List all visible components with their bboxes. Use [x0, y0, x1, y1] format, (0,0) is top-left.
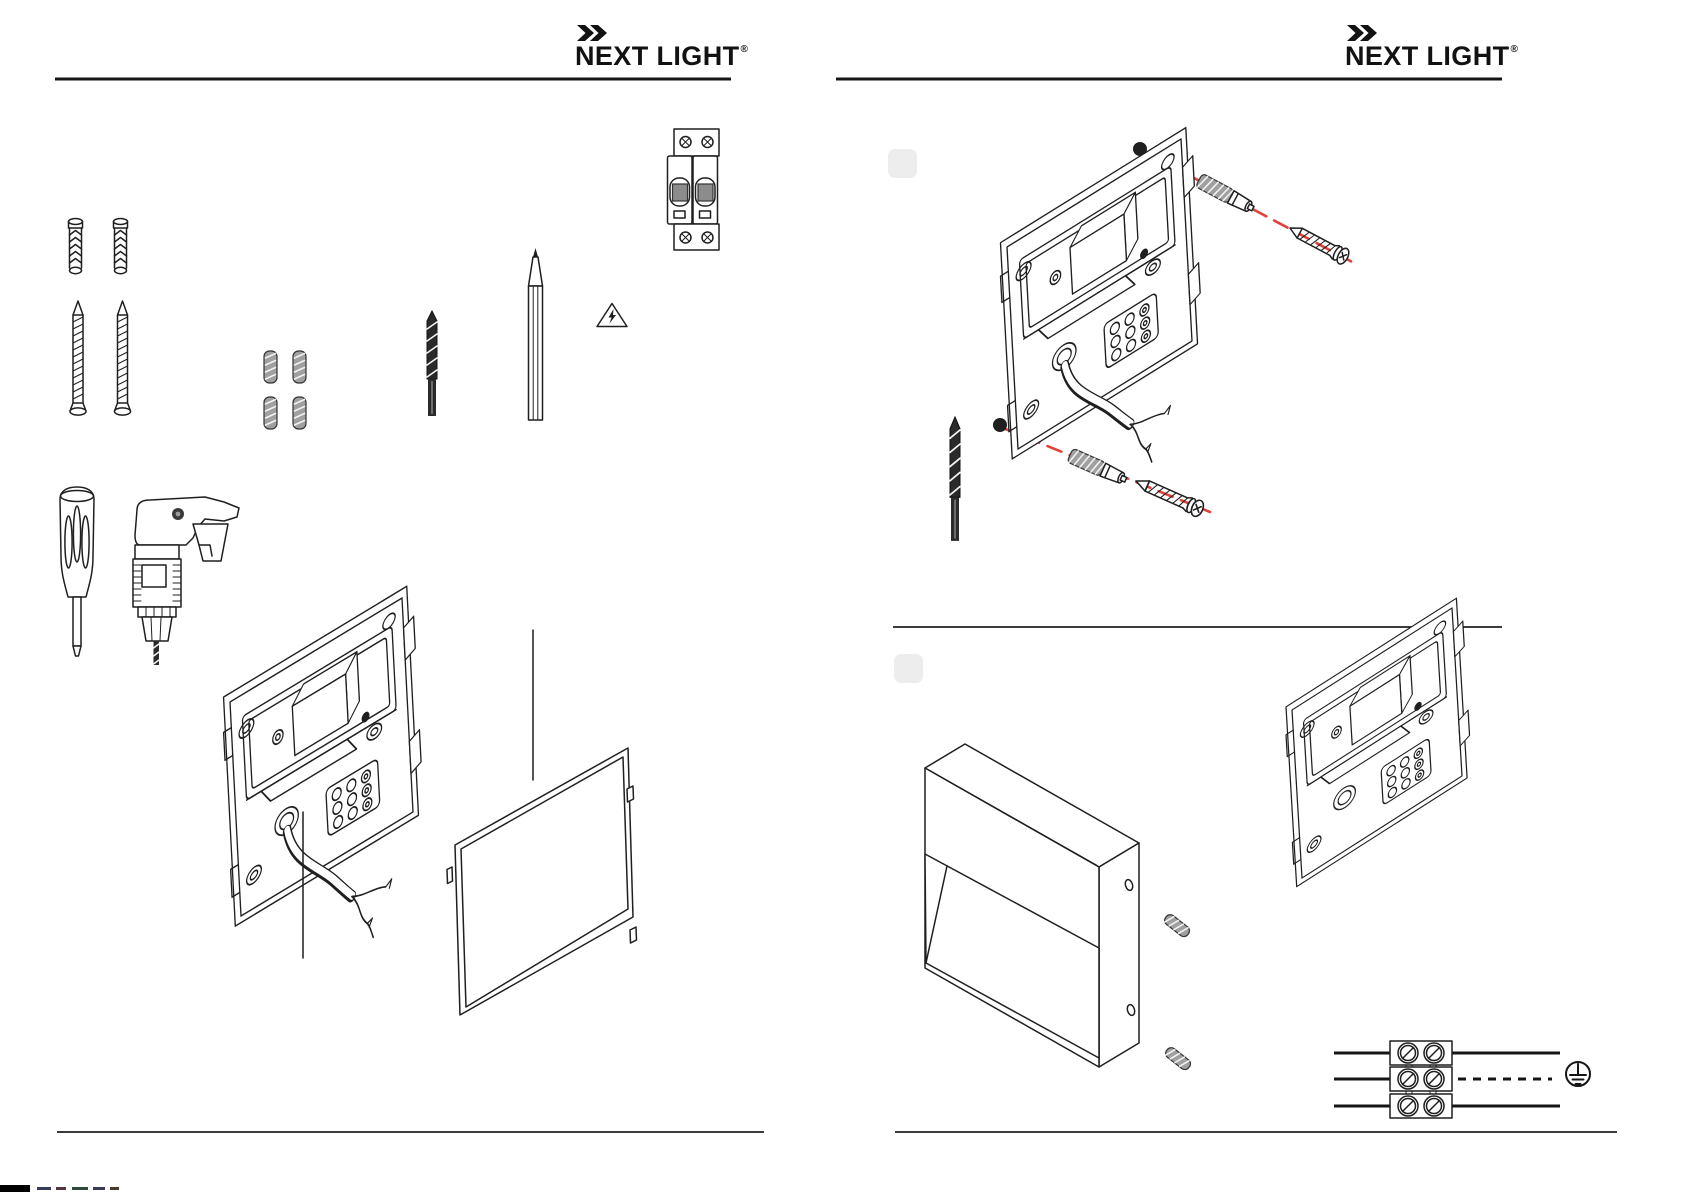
drill-mark-dot [993, 418, 1007, 432]
wiring-terminal-diagram [1334, 1041, 1590, 1118]
brand-text: NEXT LIGHT [575, 41, 740, 71]
registered-mark: ® [740, 44, 749, 55]
cover-screw-icon [1163, 913, 1192, 939]
registered-mark: ® [1510, 44, 1519, 55]
small-screw-icon [264, 351, 277, 383]
drill-bit-icon [950, 417, 960, 541]
mounting-screw-icon [70, 301, 86, 415]
front-cover-diagram [447, 748, 637, 1015]
mounting-plate-diagram [999, 124, 1208, 546]
fixture-body-diagram [925, 744, 1139, 1067]
page-right [836, 79, 1617, 1132]
small-screw-icon [264, 397, 277, 429]
small-screw-icon [293, 351, 306, 383]
step-1-diagram [950, 124, 1356, 546]
small-screw-icon [293, 397, 306, 429]
wall-plug-icon [1067, 448, 1129, 487]
cover-screw-icon [1164, 1046, 1193, 1072]
mounting-plate-diagram [222, 583, 429, 1019]
wall-plug-icon [1195, 173, 1256, 215]
page-left [55, 79, 764, 1132]
screwdriver-icon [60, 487, 94, 656]
drill-bit-icon [427, 311, 437, 416]
brand-text: NEXT LIGHT [1345, 41, 1510, 71]
earth-ground-icon [1566, 1062, 1590, 1086]
wall-plug-icon [114, 219, 128, 274]
electric-hazard-icon [597, 304, 627, 327]
power-drill-icon [133, 497, 239, 665]
circuit-breaker-icon [668, 129, 720, 250]
wall-plug-icon [69, 219, 83, 274]
step-2-diagram [925, 595, 1590, 1118]
mounting-screw-icon [115, 301, 131, 415]
mounting-plate-diagram [1284, 595, 1472, 887]
pencil-icon [529, 248, 543, 420]
